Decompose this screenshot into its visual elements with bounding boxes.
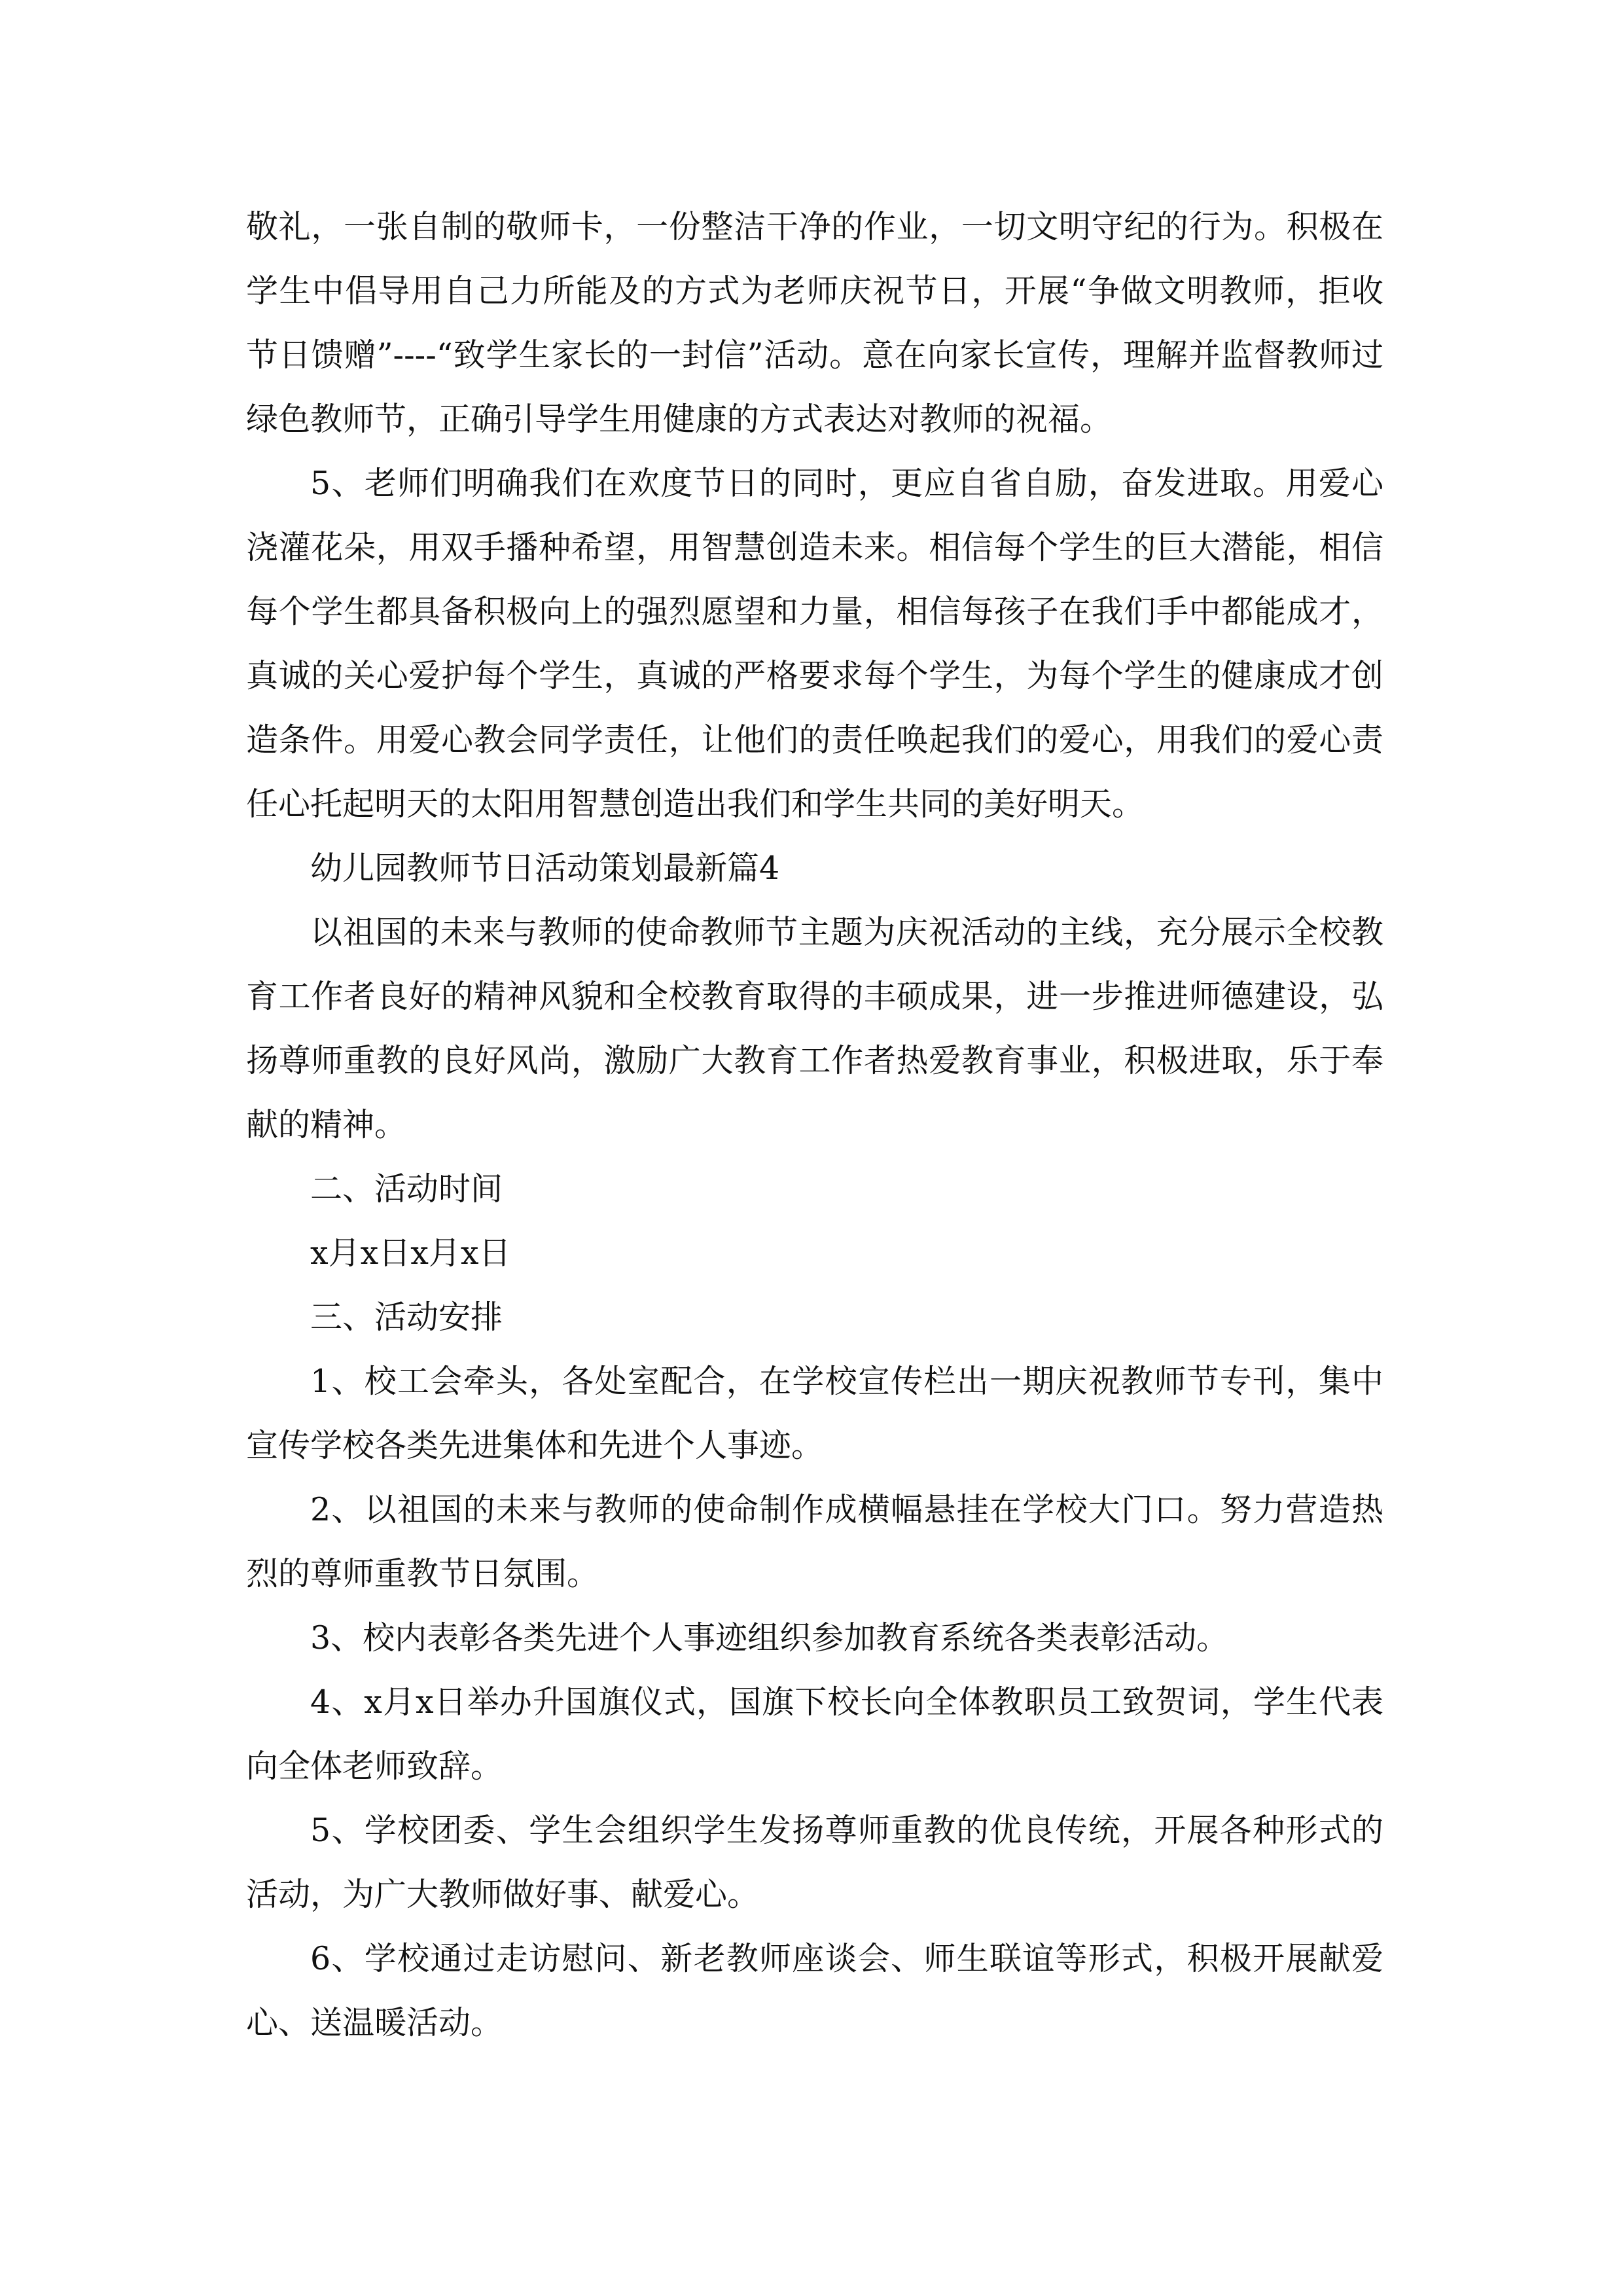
- arrangement-item-2: 2、以祖国的未来与教师的使命制作成横幅悬挂在学校大门口。努力营造热烈的尊师重教节日氛围。: [246, 1491, 1383, 1592]
- subheading-activity-time: 二、活动时间: [310, 1170, 503, 1208]
- arrangement-item-5: 5、学校团委、学生会组织学生发扬尊师重教的优良传统，开展各种形式的活动，为广大教师做好事、献爱心。: [246, 1812, 1383, 1913]
- section-heading: 幼儿园教师节日活动策划最新篇4: [310, 850, 780, 887]
- subheading-activity-arrangement: 三、活动安排: [310, 1299, 503, 1336]
- paragraph-point-5: 5、老师们明确我们在欢度节日的同时，更应自省自励，奋发进取。用爱心浇灌花朵，用双手播种希望，用智慧创造未来。相信每个学生的巨大潜能，相信每个学生都具备积极向上的强烈愿望和力量，相信每孩子在我们手中都能成才，真诚的关心爱护每个学生，真诚的严格要求每个学生，为每个学生的健康成才创造条件。用爱心教会同学责任，让他们的责任唤起我们的爱心，用我们的爱心责任心托起明天的太阳用智慧创造出我们和学生共同的美好明天。: [246, 465, 1383, 823]
- paragraph-theme: 以祖国的未来与教师的使命教师节主题为庆祝活动的主线，充分展示全校教育工作者良好的精神风貌和全校教育取得的丰硕成果，进一步推进师德建设，弘扬尊师重教的良好风尚，激励广大教育工作者热爱教育事业，积极进取，乐于奉献的精神。: [246, 914, 1383, 1143]
- paragraph-intro-continued: 敬礼，一张自制的敬师卡，一份整洁干净的作业，一切文明守纪的行为。积极在学生中倡导用自己力所能及的方式为老师庆祝节日，开展“争做文明教师，拒收节日馈赠”----“致学生家长的一封信”活动。意在向家长宣传，理解并监督教师过绿色教师节，正确引导学生用健康的方式表达对教师的祝福。: [246, 208, 1383, 438]
- document-body: [246, 195, 1383, 2055]
- arrangement-item-6: 6、学校通过走访慰问、新老教师座谈会、师生联谊等形式，积极开展献爱心、送温暖活动。: [246, 1940, 1383, 2041]
- activity-date: x月x日x月x日: [310, 1234, 511, 1272]
- arrangement-item-3: 3、校内表彰各类先进个人事迹组织参加教育系统各类表彰活动。: [310, 1619, 1229, 1657]
- arrangement-item-4: 4、x月x日举办升国旗仪式，国旗下校长向全体教职员工致贺词，学生代表向全体老师致辞。: [246, 1683, 1383, 1785]
- arrangement-item-1: 1、校工会牵头，各处室配合，在学校宣传栏出一期庆祝教师节专刊，集中宣传学校各类先进集体和先进个人事迹。: [246, 1363, 1383, 1464]
